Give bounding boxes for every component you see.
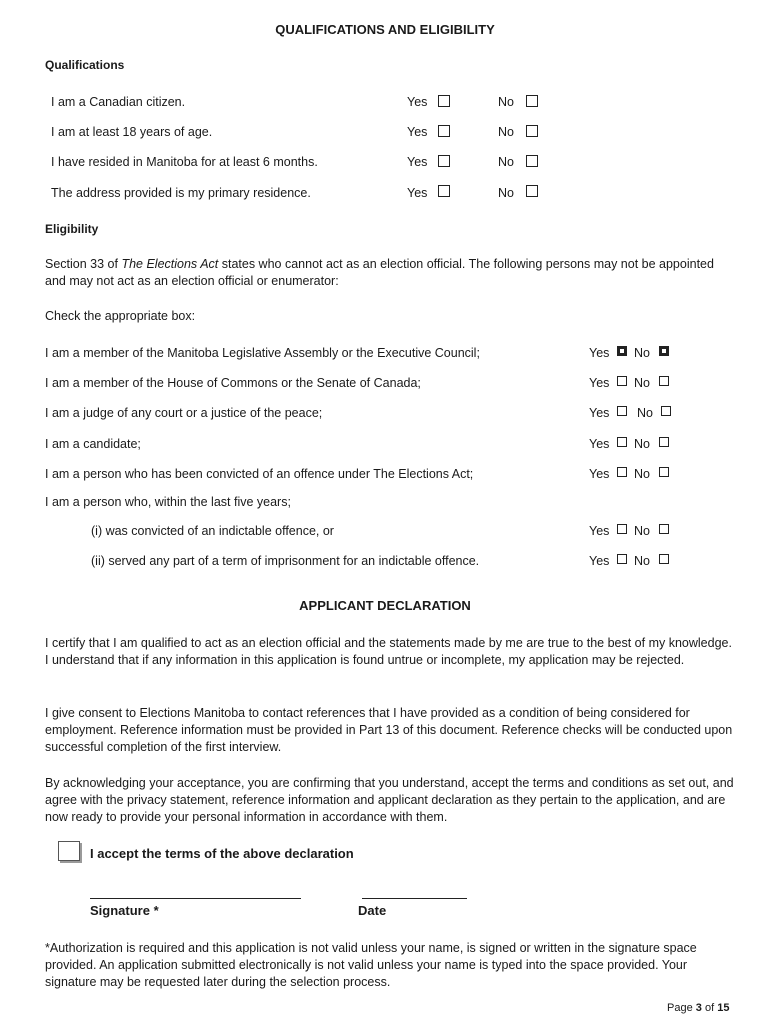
intro-act-title: The Elections Act <box>121 257 219 271</box>
eligibility-no-checkbox[interactable] <box>659 376 669 386</box>
page-current: 3 <box>695 1002 702 1014</box>
eligibility-yes-checkbox[interactable] <box>617 554 627 564</box>
eligibility-yes-checkbox[interactable] <box>617 467 627 477</box>
no-label: No <box>634 554 650 568</box>
authorization-footnote: *Authorization is required and this application is not valid unless your name, is signed or written in the signature space provided. An application submitted electronically is not valid unless your name is typed into the space provided. Your signature may be requested later during the selection process. <box>45 941 697 989</box>
qualification-yes-checkbox[interactable] <box>438 95 450 107</box>
declaration-paragraph: I give consent to Elections Manitoba to contact references that I have provided as a condition of being considered for employment. Reference information must be provided in Part 13 of this document. Reference checks will be conducted upon successful completion of the first interview. <box>45 706 733 754</box>
eligibility-yes-checkbox[interactable] <box>617 406 627 416</box>
declaration-paragraph: By acknowledging your acceptance, you are confirming that you understand, accept the terms and conditions as set out, and agree with the privacy statement, reference information and applicant declaration as they pertain to the application, and are now ready to provide your personal information in accordance with them. <box>45 776 734 824</box>
no-label: No <box>637 406 653 420</box>
yes-label: Yes <box>407 155 428 169</box>
page-of: of <box>704 1002 715 1014</box>
yes-label: Yes <box>407 95 428 109</box>
intro-pre: Section 33 of <box>45 257 122 271</box>
no-label: No <box>634 346 650 360</box>
eligibility-intro <box>45 256 735 290</box>
eligibility-sub-label: (i) was convicted of an indictable offence, or <box>91 524 334 538</box>
eligibility-instruction: Check the appropriate box: <box>45 309 196 323</box>
qualification-yes-checkbox[interactable] <box>438 185 450 197</box>
eligibility-no-checkbox[interactable] <box>659 524 669 534</box>
eligibility-label: I am a member of the House of Commons or the Senate of Canada; <box>45 376 421 390</box>
no-label: No <box>634 376 650 390</box>
no-label: No <box>634 437 650 451</box>
eligibility-yes-checkbox[interactable] <box>617 376 627 386</box>
eligibility-no-checkbox[interactable] <box>659 554 669 564</box>
eligibility-label: I am a candidate; <box>45 437 141 451</box>
no-label: No <box>634 524 650 538</box>
yes-label: Yes <box>589 376 610 390</box>
qualification-yes-checkbox[interactable] <box>438 125 450 137</box>
no-label: No <box>634 467 650 481</box>
signature-label: Signature * <box>90 903 159 918</box>
yes-label: Yes <box>589 467 610 481</box>
yes-label: Yes <box>407 186 428 200</box>
qualification-yes-checkbox[interactable] <box>438 155 450 167</box>
page-total: 15 <box>717 1002 730 1014</box>
declaration-paragraph: I certify that I am qualified to act as an election official and the statements made by me are true to the best of my knowledge. I understand that if any information in this application is found untrue or incomplete, my application may be rejected. <box>45 636 732 667</box>
yes-label: Yes <box>589 524 610 538</box>
no-label: No <box>498 155 514 169</box>
eligibility-yes-checkbox[interactable] <box>617 346 627 356</box>
eligibility-sub-label: (ii) served any part of a term of imprisonment for an indictable offence. <box>91 554 480 568</box>
eligibility-no-checkbox[interactable] <box>661 406 671 416</box>
yes-label: Yes <box>589 346 610 360</box>
signature-line[interactable] <box>90 898 301 899</box>
qualification-no-checkbox[interactable] <box>526 155 538 167</box>
eligibility-yes-checkbox[interactable] <box>617 524 627 534</box>
qualification-no-checkbox[interactable] <box>526 185 538 197</box>
date-label: Date <box>358 903 387 918</box>
eligibility-no-checkbox[interactable] <box>659 346 669 356</box>
eligibility-label: I am a judge of any court or a justice of the peace; <box>45 406 323 420</box>
qualification-label: I am at least 18 years of age. <box>51 125 213 139</box>
yes-label: Yes <box>589 406 610 420</box>
qualification-label: I am a Canadian citizen. <box>51 95 186 109</box>
eligibility-no-checkbox[interactable] <box>659 467 669 477</box>
eligibility-label: I am a member of the Manitoba Legislative Assembly or the Executive Council; <box>45 346 480 360</box>
page-number <box>667 1002 729 1014</box>
no-label: No <box>498 125 514 139</box>
qualification-label: The address provided is my primary residence. <box>51 186 311 200</box>
qualification-no-checkbox[interactable] <box>526 95 538 107</box>
intro-post: states who cannot act as an election official. The following persons may not be appointed and may not act as an election official or enumerator: <box>45 257 714 288</box>
page-title: QUALIFICATIONS AND ELIGIBILITY <box>275 22 495 37</box>
date-line[interactable] <box>362 898 467 899</box>
no-label: No <box>498 186 514 200</box>
accept-terms-label: I accept the terms of the above declaration <box>90 846 354 861</box>
qualifications-heading: Qualifications <box>45 58 125 72</box>
qualification-label: I have resided in Manitoba for at least 6 months. <box>51 155 318 169</box>
yes-label: Yes <box>589 437 610 451</box>
eligibility-label: I am a person who has been convicted of an offence under The Elections Act; <box>45 467 474 481</box>
eligibility-heading: Eligibility <box>45 222 99 236</box>
declaration-heading: APPLICANT DECLARATION <box>299 598 471 613</box>
page-word: Page <box>667 1002 693 1014</box>
accept-terms-checkbox[interactable] <box>58 841 80 861</box>
eligibility-yes-checkbox[interactable] <box>617 437 627 447</box>
yes-label: Yes <box>407 125 428 139</box>
qualification-no-checkbox[interactable] <box>526 125 538 137</box>
eligibility-no-checkbox[interactable] <box>659 437 669 447</box>
yes-label: Yes <box>589 554 610 568</box>
five-years-label: I am a person who, within the last five years; <box>45 495 291 509</box>
no-label: No <box>498 95 514 109</box>
